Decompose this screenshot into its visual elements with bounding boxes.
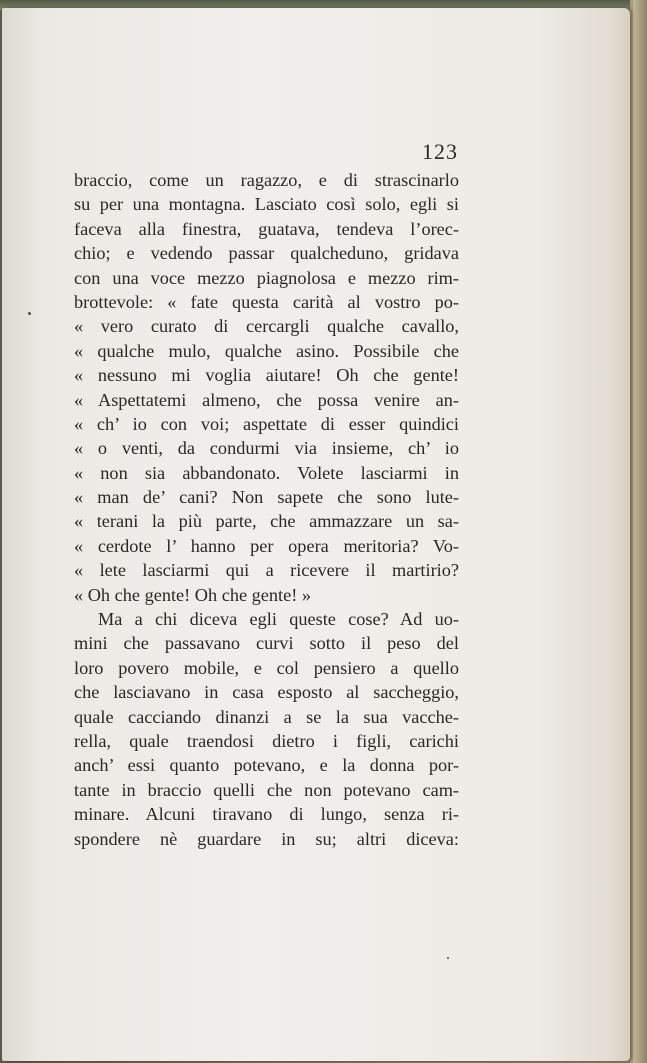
- page-edge-rim: [630, 0, 633, 1063]
- text-line: minare. Alcuni tiravano di lungo, senza ri-: [74, 804, 459, 825]
- text-line: « ch’ io con voi; aspettate di esser quindici: [74, 413, 459, 434]
- text-line: « terani la più parte, che ammazzare un sa-: [74, 511, 459, 532]
- text-line: che lasciavano in casa esposto al saccheggio,: [74, 682, 459, 703]
- text-line: « non sia abbandonato. Volete lasciarmi in: [74, 462, 459, 483]
- text-line: « Aspettatemi almeno, che possa venire an-: [74, 389, 459, 410]
- text-line: « lete lasciarmi qui a ricevere il martirio?: [74, 560, 459, 581]
- text-line: spondere nè guardare in su; altri diceva:: [74, 828, 459, 849]
- text-line: « vero curato di cercargli qualche cavallo,: [74, 316, 459, 337]
- text-line: « Oh che gente! Oh che gente! »: [74, 584, 312, 605]
- text-line: « nessuno mi voglia aiutare! Oh che gente!: [74, 365, 459, 386]
- paper-speck: [28, 312, 31, 315]
- text-line: brottevole: « fate questa carità al vostro po-: [74, 291, 459, 312]
- body-text: [74, 168, 459, 851]
- text-line: « o venti, da condurmi via insieme, ch’ io: [74, 438, 459, 459]
- text-line: « man de’ cani? Non sapete che sono lute-: [74, 487, 459, 508]
- text-line: tante in braccio quelli che non potevano cam-: [74, 779, 459, 800]
- text-line: anch’ essi quanto potevano, e la donna por-: [74, 755, 459, 776]
- text-line: « cerdote l’ hanno per opera meritoria? Vo-: [74, 535, 459, 556]
- text-line: quale cacciando dinanzi a se la sua vacche-: [74, 706, 459, 727]
- text-line: loro povero mobile, e col pensiero a quello: [74, 657, 459, 678]
- text-line: con una voce mezzo piagnolosa e mezzo rim-: [74, 267, 459, 288]
- text-line: mini che passavano curvi sotto il peso del: [74, 633, 459, 654]
- text-line: su per una montagna. Lasciato così solo, egli si: [74, 194, 459, 215]
- text-line: faceva alla finestra, guatava, tendeva l’orec-: [74, 218, 459, 239]
- text-line: chio; e vedendo passar qualcheduno, gridava: [74, 243, 459, 264]
- paragraph-start-line: Ma a chi diceva egli queste cose? Ad uo-: [98, 609, 459, 630]
- text-line: rella, quale traendosi dietro i figli, carichi: [74, 730, 459, 751]
- paper-speck: [447, 957, 449, 959]
- page-number: 123: [422, 139, 458, 164]
- text-line: braccio, come un ragazzo, e di strascinarlo: [74, 170, 459, 190]
- text-line: « qualche mulo, qualche asino. Possibile che: [74, 340, 459, 361]
